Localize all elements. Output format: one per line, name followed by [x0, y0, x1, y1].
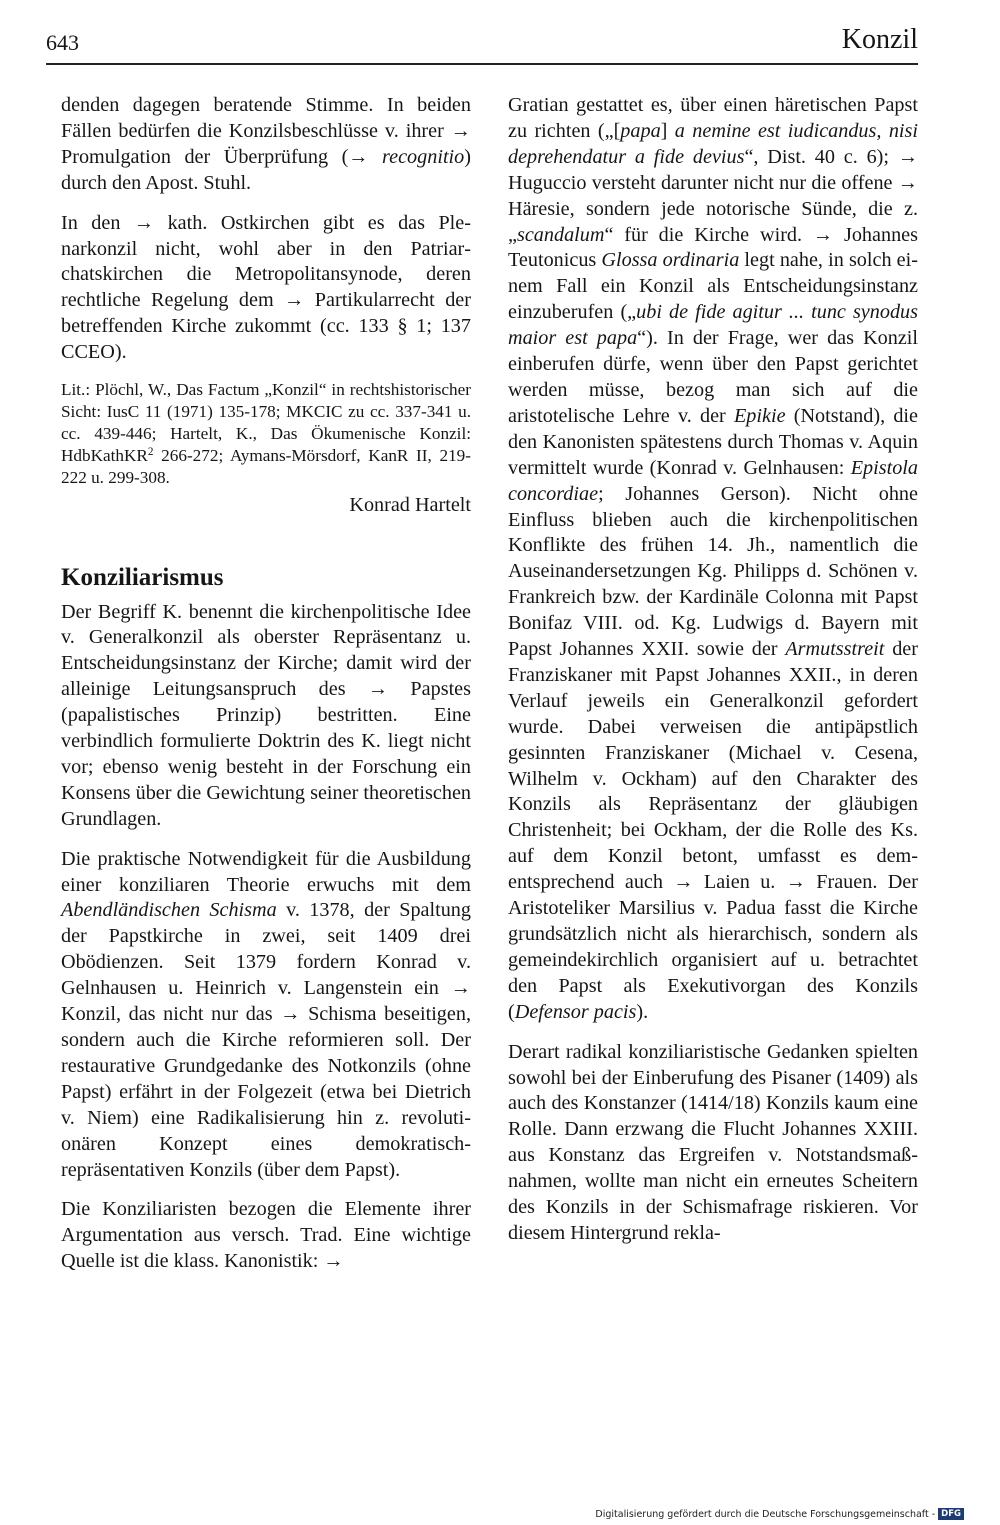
running-head: Konzil — [841, 24, 918, 55]
body-paragraph — [61, 600, 471, 833]
text-run: der Franziskaner mit Papst Johannes XXII., in deren Verlauf jeweils ein Generalkonzil gefordert wurde. Dabei verweisen die antipäpstlich gesinnten Franziskaner (Michael v. Cesena, Wilhelm v. Ockham) auf den Charakter des Konzils als Repräsentanz der gläubigen Christenheit; bei Ockham, der die Rolle des Ks. auf dem Konzil betont, umfasst es dementsprechend auch → Laien u. → Frauen. Der Aristoteliker Marsilius v. Padua fasst die Kirche grundsätzlich nicht als hierarchisch, sondern als gemeindekirchlich organisiert auf u. betrachtet den Papst als Exekutivorgan des Konzils ( — [508, 638, 918, 1023]
italic-text: Armutsstreit — [785, 638, 885, 661]
italic-text: scandalum — [516, 223, 605, 246]
text-run: denden dagegen beratende Stimme. In beiden Fällen bedürfen die Konzilsbeschlüsse v. ihrer → Promulgation der Überprüfung (→ — [61, 94, 471, 168]
text-run: (Notstand), die den Kanonisten spätestens durch Thomas v. Aquin vermittelt wurde (Konrad v. Gelnhausen: — [508, 404, 918, 479]
digitization-credit — [595, 1508, 964, 1520]
article-heading — [61, 563, 471, 593]
text-run: legt nahe, in solch einem Fall ein Konzil als Entscheidungsinstanz einzuberufen („ — [508, 249, 918, 324]
literature-references — [61, 379, 471, 489]
body-paragraph — [508, 1040, 918, 1247]
text-run: v. 1378, der Spaltung der Papstkirche in zwei, seit 1409 drei Obödienzen. Seit 1379 fordern Konrad v. Gelnhausen u. Heinrich v. Langenstein ein → Konzil, das nicht nur das → Schisma beseitigen, sondern auch die Kirche reformieren soll. Der restaurative Grundgedanke des Notkonzils (ohne Papst) erfährt in der Folgezeit (etwa bei Dietrich v. Niem) eine Radikalisierung hin z. revolutionären Konzept eines demokratisch-repräsentativen Konzils (über dem Papst). — [61, 899, 471, 1181]
text-run: “). In der Frage, wer das Konzil einberufen dürfe, wenn über den Papst gerichtet werden müsse, bezog man sich auf die aristotelische Lehre v. der — [508, 327, 919, 427]
italic-text: Glossa ordinaria — [601, 249, 740, 272]
text-run: Konrad Hartelt — [349, 493, 471, 516]
body-paragraph — [61, 1197, 471, 1275]
italic-text: Epikie — [733, 404, 786, 427]
text-run: “, Dist. 40 c. 6); → Huguccio versteht darunter nicht nur die offene → Häresie, sondern jede notorische Sünde, die z. „ — [508, 145, 919, 246]
text-run: ) durch den Apost. Stuhl. — [61, 145, 471, 194]
author-signature — [61, 493, 471, 519]
left-column — [61, 93, 471, 1275]
text-run: 266-272; Aymans-Mörsdorf, KanR II, 219-222 u. 299-308. — [61, 445, 471, 487]
superscript: 2 — [147, 445, 154, 458]
italic-text: Epistola concordiae — [508, 456, 918, 505]
italic-text: ubi de fide agitur ... tunc synodus maior est papa — [508, 301, 919, 350]
body-paragraph — [508, 93, 918, 1026]
header-rule — [46, 63, 918, 65]
text-run: Konziliarismus — [61, 563, 224, 591]
text-run: In den → kath. Ostkirchen gibt es das Plenarkonzil nicht, wohl aber in den Patriarchatskirchen die Metropolitansynode, deren rechtliche Regelung dem → Partikularrecht der betreffenden Kirche zukommt (cc. 133 § 1; 137 CCEO). — [61, 211, 471, 364]
text-run: Die praktische Notwendigkeit für die Ausbildung einer konziliaren Theorie erwuchs mit dem — [61, 847, 471, 896]
italic-text: papa — [620, 119, 661, 142]
text-run: ). — [636, 1000, 649, 1023]
page-number: 643 — [46, 30, 79, 55]
body-paragraph — [61, 211, 471, 366]
text-run: Lit.: Plöchl, W., Das Factum „Konzil“ in rechtshistorischer Sicht: IusC 11 (1971) 135-178; MKCIC zu cc. 337-341 u. cc. 439-446; Hartelt, K., Das Ökumenische Konzil: HdbKathKR — [61, 380, 471, 465]
italic-text: recognitio — [382, 145, 465, 168]
italic-text: Abendländischen Schisma — [61, 899, 277, 922]
dfg-logo: DFG — [938, 1508, 964, 1520]
text-run: “ für die Kirche wird. → Johannes Teutonicus — [508, 223, 918, 272]
text-run: Gratian gestattet es, über einen häretischen Papst zu richten („[ — [508, 94, 918, 142]
body-paragraph — [61, 93, 471, 197]
text-run: ; Johannes Gerson). Nicht ohne Einfluss blieben auch die kirchenpolitischen Konflikte des frühen 14. Jh., namentlich die Auseinandersetzungen Kg. Philipps d. Schönen v. Frankreich bzw. der Kardinäle Colonna mit Papst Bonifaz VIII. od. Kg. Ludwigs d. Bayern mit Papst Johannes XXII. sowie der — [508, 482, 918, 661]
text-run: Die Konziliaristen bezogen die Elemente ihrer Argumentation aus versch. Trad. Eine wichtige Quelle ist die klass. Kanonistik: → — [61, 1198, 471, 1273]
body-paragraph — [61, 847, 471, 1184]
text-run: Derart radikal konziliaristische Gedanken spielten sowohl bei der Einberufung des Pisaner (1409) als auch des Konstanzer (1414/18) Konzils kaum eine Rolle. Dann erzwang die Flucht Johannes XXIII. aus Konstanz das Ergreifen v. Notstandsmaßnahmen, wollte man nicht ein erneutes Scheitern des Konzils in der Schismafrage riskieren. Vor diesem Hintergrund rekla- — [508, 1040, 918, 1244]
text-run: ] — [660, 119, 675, 142]
italic-text: Defensor pacis — [514, 1000, 637, 1023]
italic-text: a nemine est iudicandus, nisi deprehendatur a fide devius — [508, 119, 918, 168]
text-run: Der Begriff K. benennt die kirchenpolitische Idee v. Generalkonzil als oberster Repräsentanz u. Entscheidungsinstanz der Kirche; damit wird der alleinige Leitungsanspruch des → Papstes (papalistisches Prinzip) bestritten. Eine verbindlich formulierte Doktrin des K. liegt nicht vor; ebenso wenig besteht in der Forschung ein Konsens über die Gewichtung seiner theoretischen Grundlagen. — [61, 600, 471, 830]
digitization-credit-text: Digitalisierung gefördert durch die Deutsche Forschungsgemeinschaft - — [595, 1508, 936, 1520]
right-column — [508, 93, 918, 1247]
